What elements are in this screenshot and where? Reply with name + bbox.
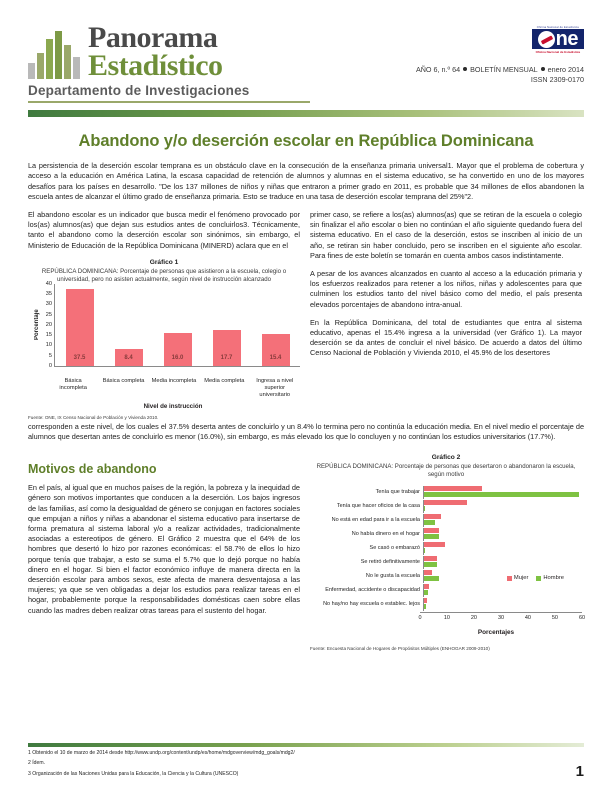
chart2-category: No hay/no hay escuela o establec. lejos [323,601,420,608]
chart2-category: Tenía que trabajar [375,489,420,496]
chart2-bar-group [423,542,582,555]
chart2-row [310,514,582,527]
publication-brand [28,21,310,103]
chart2-bar-hombre [424,534,439,539]
chart2-category: No está en edad para ir a la escuela [331,517,420,524]
chart2-xtick: 0 [418,615,422,622]
chart2-legend-mujer [507,575,529,581]
chart1-ytick: 25 [45,311,52,318]
chart1-x-axis-label: Nivel de instrucción [143,402,203,410]
chart1-category-labels [48,378,300,399]
chart2-row [310,500,582,513]
chart1-bar-value: 17.7 [220,354,233,361]
chart1-bar [213,330,241,366]
issue-number: AÑO 6, n.º 64 [415,65,461,74]
motivos-column [28,450,300,624]
chart2-bar-hombre [424,604,426,609]
chart1-title: REPÚBLICA DOMINICANA: Porcentaje de personas que asistieron a la escuela, colegio o universidad, pero no asisten actualmente, según nivel de instrucción alcanzado [41,267,287,283]
chart1-plot [34,280,300,376]
chart2-legend [507,575,564,581]
chart2-bar-group [423,584,582,597]
chart2-bar-group [423,556,582,569]
chart1-y-axis-ticks [41,280,54,369]
chart2-bar-mujer [424,598,427,603]
legend-swatch-mujer-icon [507,576,512,581]
page-number: 1 [575,763,584,780]
chart1-bars-area [54,284,300,367]
chart2-bar-mujer [424,556,437,561]
header-green-band [28,110,584,117]
one-logo-bottom-text: Oficina Nacional de Estadística [535,50,581,54]
chart2-source: Fuente: Encuesta Nacional de Hogares de Propósitos Múltiples (ENHOGAR 2009-2010) [310,646,490,652]
chart-grafico-2 [310,450,586,652]
chart2-legend-label: Hombre [543,575,564,582]
chart2-number-label: Gráfico 2 [431,454,461,462]
chart1-category: Media incompleta [151,377,197,384]
chart2-row [310,584,582,597]
page-footer [28,743,584,778]
chart2-bar-hombre [424,562,437,567]
chart2-category: Enfermedad, accidente o discapacidad [325,587,420,594]
issue-date: enero 2014 [547,65,584,74]
chart2-category: No le gusta la escuela [365,573,420,580]
brand-subtitle: Departamento de Investigaciones [28,83,250,99]
chart2-bar-hombre [424,506,425,511]
chart2-bar-group [423,598,582,611]
chart1-ytick: 20 [45,321,52,328]
legend-swatch-hombre-icon [536,576,541,581]
chart2-row [310,486,582,499]
chart1-category: Ingresa a nivel superior universitario [256,377,294,398]
chart-grafico-1 [28,259,300,420]
chart1-bar [66,289,94,366]
paragraph-estadisticas: En la República Dominicana, del total de estudiantes que entra al sistema educativo, apenas el 15.4% ingresa a la universidad (ver Gráfico 1). La mayor deserción se da antes de concluir el nivel básico. De acuerdo a datos del último Censo Nacional de Población y Vivienda 2010, el 45.9% de los desertores [310,317,582,358]
chart2-bar-group [423,500,582,513]
footnote-3: 3 Organización de las Naciones Unidas para la Educación, la Ciencia y la Cultura (UNESCO) [28,770,239,777]
brand-line-2: Estadístico [88,48,223,82]
chart2-bar-hombre [424,576,439,581]
chart1-ytick: 5 [48,352,52,359]
chart1-bar [164,333,192,366]
footer-green-band [28,743,584,747]
chart1-category: Básica incompleta [59,377,87,391]
chart2-bar-group [423,528,582,541]
paragraph-avances: A pesar de los avances alcanzados en cuanto al acceso a la educación primaria y los esfuerzos realizados para retener a los niños, niñas y adolescentes para que culminen los estudios tanto del nivel básico como del medio, el país presenta elevados porcentajes de abandono intra-anual. [310,269,582,309]
chart1-bar-value: 15.4 [269,354,282,361]
chart1-ytick: 30 [45,301,52,308]
chart1-ytick: 15 [45,332,52,339]
chart2-category: Se retiró definitivamente [360,559,420,566]
chart2-x-axis-label: Porcentajes [477,629,515,637]
paragraph-definition-right: primer caso, se refiere a los(as) alumnos(as) que se retiran de la escuela o colegio sin finalizar el año escolar o bien no continúan el año siguiente quedando fuera del sistema educativo. En el caso de la deserción, estos se inscriben al inicio de un año, se retiran sin haber concluido, pero se inscriben en el siguiente año escolar. Para fines de este boletín se tomarán en cuenta ambos casos indistintamente. [310,210,582,260]
paragraph-intro: La persistencia de la deserción escolar temprana es un obstáculo clave en la consecución de la enseñanza primaria universal1. Mayor que el problema de cobertura y acceso a la educación en América Latina, la escasa capacidad de retención de alumnos y alumnas en el sistema educativo, se ha convertido en uno de los mayores desafíos para los países en desarrollo. "De los 137 millones de niños y niñas que entraron a primer grado en 2011, es probable que 34 millones de ellos abandonen la escuela antes de alcanzar el último grado de enseñanza primaria. Esto se traduce en una tasa de deserción escolar temprana del 25%"2. [28,161,584,201]
chart2-category: Se casó o embarazó [369,545,420,552]
chart1-ytick: 35 [45,291,52,298]
chart2-bar-mujer [424,570,432,575]
chart2-xtick: 10 [443,615,450,622]
one-logo [532,26,584,54]
paragraph-definition-left: El abandono escolar es un indicador que busca medir el fenómeno provocado por los(as) alumnos(as) que dejan sus estudios antes de concluirlos3. Técnicamente, tanto el abandono como la deserción escolar son sinónimos, sin embargo, el Ministerio de Educación de la República Dominicana (MINERD) aclara que en el [28,210,300,250]
chart2-xtick: 30 [497,615,505,622]
chart1-category: Media completa [204,377,245,384]
left-column [28,210,300,420]
one-circle-icon [538,31,555,48]
paragraph-niveles: corresponden a este nivel, de los cuales el 37.5% deserta antes de concluirlo y un 8.4% lo termina pero no continúa la educación media. En el nivel medio el porcentaje de alumnos que desertan antes de concluirlo es menor (16.0%), sin embargo, es más elevado los que lo concluyen y no continúan los estudios universitarios (17.7%). [28,421,584,442]
chart1-bar [262,334,290,366]
chart2-x-axis [418,612,586,626]
chart2-category: No había dinero en el hogar [351,531,420,538]
chart2-bar-hombre [424,548,425,553]
one-logo-top-text: Oficina Nacional de Estadística [536,26,579,29]
bullet-icon [541,67,545,71]
chart1-bar [115,349,143,366]
chart1-number-label: Gráfico 1 [149,258,179,266]
chart2-bar-group [423,486,582,499]
footnote-2: 2 Ídem. [28,760,45,767]
chart2-bar-mujer [424,542,445,547]
chart2-xtick: 50 [551,615,558,622]
chart2-xtick: 40 [524,615,531,622]
chart2-title: REPÚBLICA DOMINICANA: Porcentaje de personas que desertaron o abandonaron la escuela, según motivo [316,463,576,479]
chart2-bar-hombre [424,520,435,525]
chart2-rows [310,486,582,611]
bar-chart-logo-icon [28,31,82,79]
chart2-row [310,598,582,611]
chart1-ytick: 10 [45,342,52,349]
section-heading-motivos: Motivos de abandono [28,462,157,477]
page-title: Abandono y/o deserción escolar en República Dominicana [78,132,534,151]
page-header [28,0,584,103]
chart2-bar-hombre [424,590,428,595]
chart2-legend-label: Mujer [513,575,529,582]
issn: ISSN 2309-0170 [530,75,584,84]
right-column [310,210,582,367]
footnote-1: 1 Obtenido el 10 de marzo de 2014 desde http://www.undp.org/content/undp/es/home/mdgoverview/mdg_goals/mdg2/ [28,749,295,756]
masthead-right [416,24,584,84]
chart1-bar-value: 8.4 [124,354,133,361]
chart1-category: Básica completa [102,377,145,384]
chart1-y-axis-label: Porcentaje [34,309,40,341]
chart2-bar-mujer [424,514,441,519]
two-column-block [28,210,584,420]
chart1-ytick: 40 [45,280,52,287]
issue-type: BOLETÍN MENSUAL [470,65,538,74]
chart2-xtick: 20 [470,615,477,622]
bullet-icon [463,67,467,71]
chart2-bar-mujer [424,486,482,491]
chart2-bar-mujer [424,500,467,505]
chart2-bar-hombre [424,492,579,497]
chart2-category: Tenía que hacer oficios de la casa [336,503,420,510]
issue-line [416,65,584,74]
chart2-row [310,528,582,541]
motivos-block [28,450,584,651]
chart2-legend-hombre [536,575,564,581]
chart2-bar-group [423,514,582,527]
chart1-ytick: 0 [48,362,52,369]
chart2-row [310,556,582,569]
brand-divider [28,101,310,103]
chart1-bar-value: 16.0 [171,354,184,361]
one-logo-mark: ne [555,28,578,50]
chart1-bar-value: 37.5 [73,354,86,361]
chart2-bar-mujer [424,584,429,589]
chart2-xtick: 60 [578,615,586,622]
chart1-source: Fuente: ONE, IX Censo Nacional de Población y Vivienda 2010. [28,414,159,420]
paragraph-motivos: En el país, al igual que en muchos países de la región, la pobreza y la inequidad de género son motivos importantes que conducen a la deserción. Los bajos ingresos de las familias, así como la desigualdad de género se conjugan en factores sociales que empujan a niños y niñas a abandonar el sistema educativo para insertarse de forma prematura al sistema laboral y/o a realizar actividades, tradicionalmente asociadas a estereotipos de género. El Gráfico 2 muestra que el 64% de los hombres que desertó lo hizo por razones económicas: el 58.7% de ellos lo hizo porque tenía que trabajar, a esto se suma el 5.7% que lo dejó porque no había dinero en el hogar. Si bien el factor económico influye de manera directa en la deserción escolar para ambos sexos, este afecta de manera desventajosa a las mujeres; ya que se ven obligadas a dejar los estudios para realizar tareas en el hogar, probablemente porque la responsabilidades domésticas caen sobre ellas cuando las madres deben realizar otras tareas para el sustento del hogar. [28,483,300,615]
brand-line-1: Panorama [88,21,218,54]
chart2-row [310,542,582,555]
chart2-bar-mujer [424,528,439,533]
